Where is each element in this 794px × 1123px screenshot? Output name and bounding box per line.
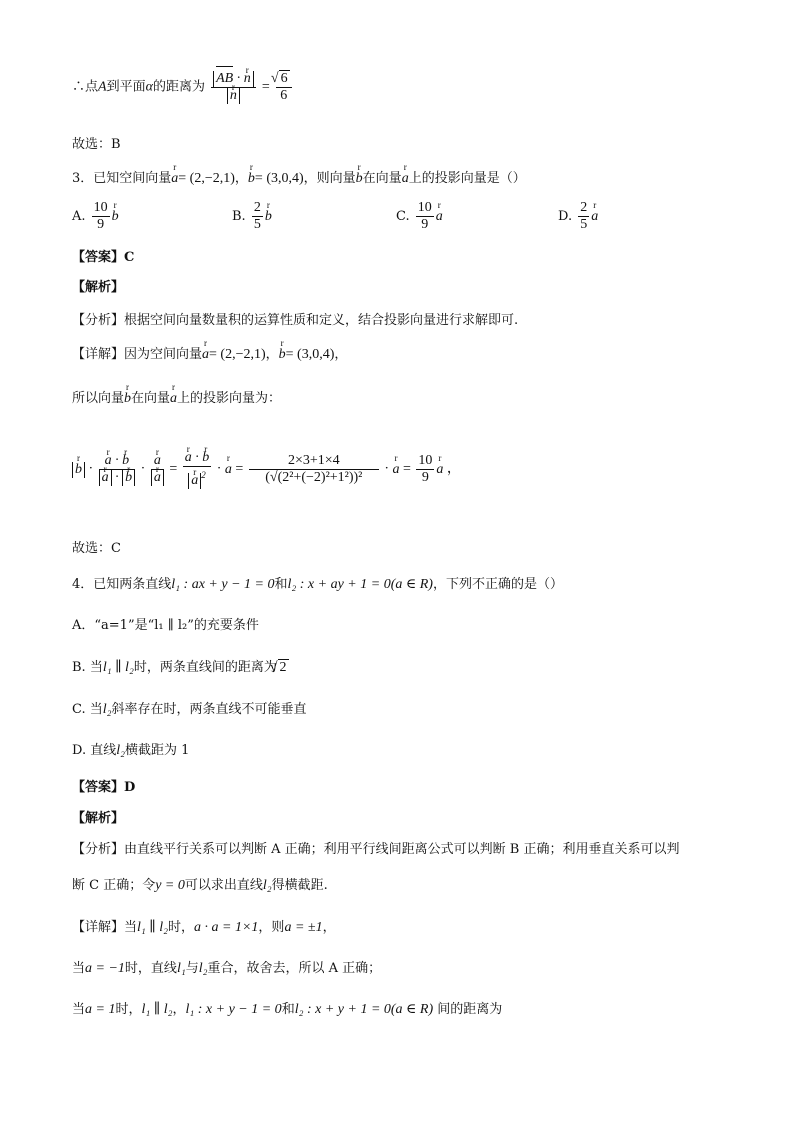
point-a: A [98, 79, 107, 95]
q4-fenxi-2 [72, 874, 328, 894]
text: 上的投影向量为： [177, 391, 282, 406]
q4-answer: 【答案】D [72, 780, 136, 795]
option-fraction [252, 200, 263, 233]
math: a · a = 1×1 [194, 920, 259, 935]
math: l₂ : x + y + 1 = 0(a ∈ R) [294, 1002, 434, 1017]
text: 重合，故舍去，所以 A 正确； [207, 961, 382, 976]
math: l₂ [262, 878, 272, 893]
q3-choose: 故选：C [72, 541, 121, 556]
vec-b: r b [248, 171, 255, 187]
text: 3．已知空间向量 [72, 171, 172, 186]
q4-option-c [72, 698, 307, 718]
q3-fenxi: 【分析】根据空间向量数量积的运算性质和定义，结合投影向量进行求解即可. [72, 313, 519, 328]
math: a = ±1 [284, 920, 323, 935]
num: 10 [417, 200, 432, 215]
q3-proj-line: 所以向量r b在向量r a上的投影向量为： [72, 387, 281, 407]
option-vector: r a [436, 209, 443, 225]
text: 与 [185, 961, 199, 976]
plane-alpha: α [145, 79, 153, 95]
text: 和 [274, 577, 288, 592]
math: l₁ ∥ l₂ [137, 920, 168, 935]
vec-b-value: = (3,0,4) [285, 347, 335, 362]
math: l₁ ∥ l₂ [141, 1002, 173, 1017]
q4-option-b [72, 656, 289, 676]
text: 在向量 [131, 391, 171, 406]
result-den: 9 [421, 469, 429, 485]
formula-denominator: (√(2²+(−2)²+1²))² [265, 469, 363, 485]
option-label: B. [232, 209, 246, 224]
q3-option-b [232, 200, 272, 233]
line-l2: l₂ [116, 743, 125, 758]
math: l₂ [198, 961, 208, 976]
den: 9 [97, 217, 105, 232]
sqrt-2: √ 2 [278, 659, 289, 676]
q3-option-c [396, 200, 443, 233]
text: 在向量 [362, 171, 402, 186]
text: 4．已知两条直线 [72, 577, 172, 592]
distance-conclusion: ∴点A到平面α的距离为 AB · r n r n = √ $\frac{6}{6}$ [72, 70, 294, 104]
sqrt-value: √ 6 [279, 70, 290, 87]
q4-option-d [72, 739, 189, 759]
vec-a: r a [171, 171, 178, 187]
text: 【详解】因为空间向量 [72, 347, 203, 362]
q3-option-a [72, 200, 119, 233]
formula-numerator: 2×3+1×4 [249, 453, 379, 470]
text: ， [172, 1002, 186, 1017]
den: 5 [253, 217, 261, 232]
option-fraction [92, 200, 110, 233]
line-l2: l₂ : x + ay + 1 = 0(a ∈ R) [287, 577, 433, 592]
text: 横截距为 1 [125, 743, 190, 758]
q4-option-a: A．“a=1”是“l₁ ∥ l₂”的充要条件 [72, 618, 259, 633]
parallel: l₁ ∥ l₂ [102, 660, 134, 675]
text: 时，直线 [124, 961, 177, 976]
projection-formula: r b · r a · r b r a · r b · r a r a = r a · r b r a $^2$ · r a = $\frac{2\times 3+1\times 4}{\text{(√(2²+(−2)²+1²))²}}$ · r a = $\frac{10}{9}$ r a ， [72, 450, 461, 489]
line-l2: l₂ [102, 702, 112, 717]
text: 时， [168, 920, 195, 935]
line-l1: l₁ : ax + y − 1 = 0 [171, 577, 275, 592]
q4-xiangjie-2 [72, 957, 381, 977]
text: C. 当 [72, 702, 103, 717]
text: D. 直线 [72, 743, 117, 758]
math: a = 1 [85, 1002, 116, 1017]
text: ，则向量 [303, 171, 356, 186]
text: 当 [72, 961, 86, 976]
choose-b: 故选：B [72, 137, 121, 152]
vec-a-value: = (2,−2,1) [209, 347, 266, 362]
q3-answer: 【答案】C [72, 250, 135, 265]
q3-option-d [558, 200, 598, 233]
text: B. 当 [72, 660, 103, 675]
result-num: 10 [418, 452, 433, 468]
text: ∴点 [72, 79, 99, 95]
option-fraction [416, 200, 434, 233]
text: 上的投影向量是（） [408, 171, 526, 186]
text: 和 [281, 1002, 295, 1017]
q4-xiangjie-1 [72, 916, 336, 936]
math: l₁ [176, 961, 186, 976]
text: 斜率存在时，两条直线不可能垂直 [111, 702, 307, 717]
denominator: 6 [280, 88, 288, 103]
option-vector: r b [265, 209, 272, 225]
q4-fenxi-1: 【分析】由直线平行关系可以判断 A 正确；利用平行线间距离公式可以判断 B 正确；利用垂直关系可以判 [72, 842, 680, 857]
math: l₁ : x + y − 1 = 0 [185, 1002, 282, 1017]
option-label: A. [72, 209, 86, 224]
q3-jiexi: 【解析】 [72, 280, 125, 295]
option-label: D. [558, 209, 573, 224]
q3-xiangjie: 【详解】因为空间向量r a= (2,−2,1)，r b= (3,0,4)， [72, 343, 347, 363]
den: 9 [421, 217, 429, 232]
text: 时， [115, 1002, 142, 1017]
num: 10 [93, 200, 108, 215]
distance-result [276, 70, 292, 104]
text: 当 [72, 1002, 86, 1017]
q4-xiangjie-3 [72, 998, 502, 1018]
text: 到平面 [106, 79, 146, 95]
text: ，下列不正确的是（） [432, 577, 563, 592]
num: 2 [580, 200, 588, 215]
text: 可以求出直线 [184, 878, 263, 893]
option-vector: r b [112, 209, 119, 225]
text: ， [322, 920, 336, 935]
text: 的距离为 [152, 79, 205, 95]
den: 5 [580, 217, 588, 232]
text: ，则 [258, 920, 285, 935]
q3-stem: 3．已知空间向量r a= (2,−2,1)，r b= (3,0,4)，则向量r b在向量r a上的投影向量是（） [72, 167, 526, 187]
vec-b-value: = (3,0,4) [254, 171, 304, 186]
math: a = −1 [85, 961, 125, 976]
num: 2 [253, 200, 261, 215]
text: 得横截距. [271, 878, 328, 893]
text: 间的距离为 [433, 1002, 503, 1017]
q4-stem [72, 573, 563, 593]
option-vector: r a [591, 209, 598, 225]
text: 所以向量 [72, 391, 125, 406]
math: y = 0 [155, 878, 185, 893]
distance-fraction: AB · r n r n [211, 71, 256, 104]
q4-jiexi: 【解析】 [72, 811, 125, 826]
text: 断 C 正确；令 [72, 878, 156, 893]
option-fraction [578, 200, 589, 233]
option-label: C. [396, 209, 410, 224]
text: 【详解】当 [72, 920, 138, 935]
text: 时，两条直线间的距离为 [133, 660, 277, 675]
vec-a-value: = (2,−2,1) [178, 171, 235, 186]
